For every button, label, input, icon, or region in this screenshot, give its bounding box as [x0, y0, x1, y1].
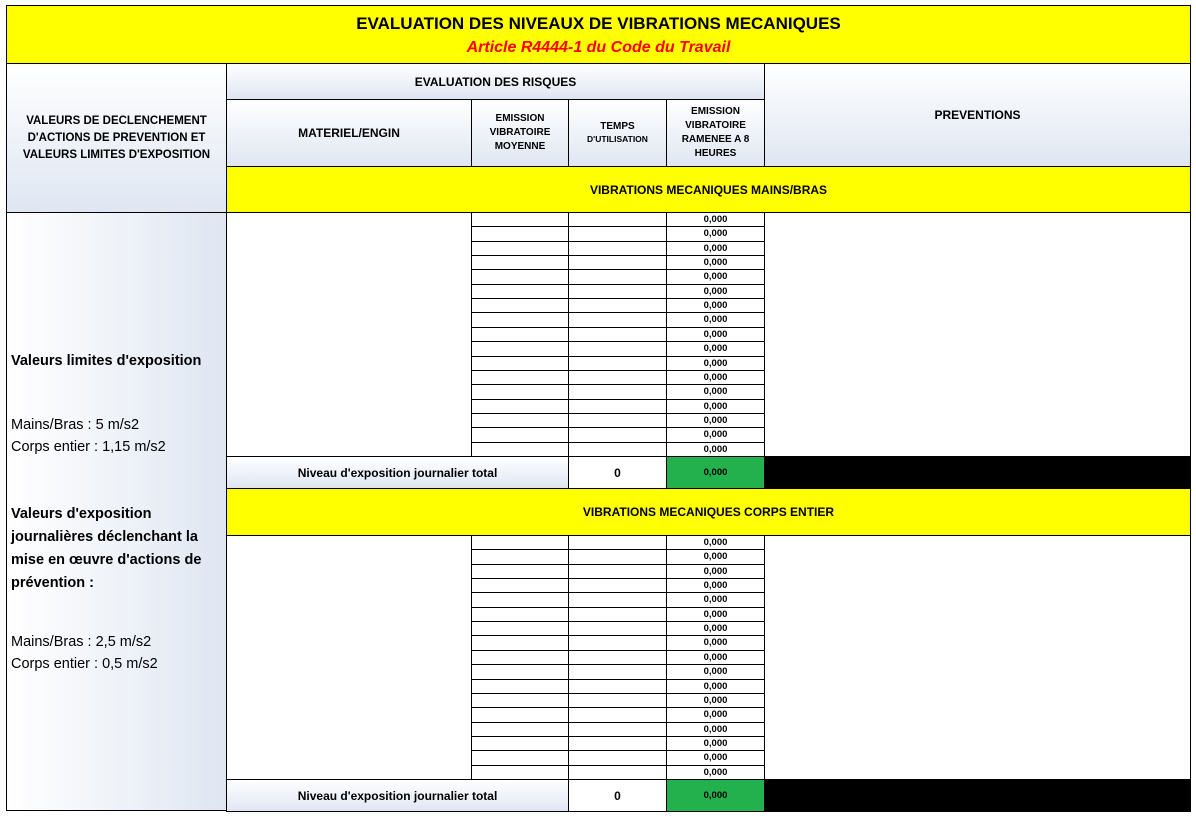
table-cell: [667, 414, 764, 428]
table-cell: [667, 328, 764, 342]
trigger-title: Valeurs d'exposition journalières déclenchant la mise en œuvre d'actions de prévention :: [11, 506, 202, 591]
emission-moyenne-column-header: EMISSION VIBRATOIRE MOYENNE: [471, 99, 569, 167]
temps-utilisation-column: [568, 535, 667, 780]
table-cell[interactable]: [472, 342, 568, 356]
row-value: 0,000: [703, 300, 728, 312]
materiel-input-area-hand-arm[interactable]: [226, 212, 472, 457]
table-cell[interactable]: [472, 536, 568, 550]
table-cell[interactable]: [472, 385, 568, 399]
row-value: 0,000: [703, 228, 728, 240]
table-cell: [667, 636, 764, 650]
trigger-whole-body: Corps entier : 0,5 m/s2: [11, 656, 158, 672]
left-header-cell: VALEURS DE DECLENCHEMENT D'ACTIONS DE PREVENTION ET VALEURS LIMITES D'EXPOSITION: [6, 63, 227, 213]
table-cell[interactable]: [472, 242, 568, 256]
table-cell[interactable]: [472, 636, 568, 650]
table-cell: [667, 371, 764, 385]
row-value: 0,000: [703, 214, 728, 225]
table-cell[interactable]: [472, 270, 568, 284]
limits-title: Valeurs limites d'exposition: [11, 353, 202, 369]
row-value: 0,000: [703, 637, 728, 649]
emission-moyenne-column: [471, 212, 569, 457]
limits-whole-body: Corps entier : 1,15 m/s2: [11, 439, 166, 455]
table-cell[interactable]: [472, 256, 568, 270]
table-cell: [667, 708, 764, 722]
table-cell: [667, 299, 764, 313]
title-banner: [6, 5, 1191, 64]
section-band-hand-arm: VIBRATIONS MECANIQUES MAINS/BRAS: [226, 166, 1191, 213]
table-cell: [667, 443, 764, 457]
table-cell: [667, 694, 764, 708]
table-cell[interactable]: [472, 285, 568, 299]
table-cell[interactable]: [472, 766, 568, 780]
table-cell: [667, 550, 764, 564]
table-cell: [667, 723, 764, 737]
page-subtitle: Article R4444-1 du Code du Travail: [466, 39, 731, 56]
preventions-header: PREVENTIONS: [764, 63, 1191, 167]
row-value: 0,000: [703, 737, 728, 749]
table-cell[interactable]: [569, 593, 666, 607]
page-title: EVALUATION DES NIVEAUX DE VIBRATIONS MECANIQUES: [356, 14, 841, 33]
table-cell[interactable]: [472, 622, 568, 636]
table-cell[interactable]: [569, 737, 666, 751]
row-value: 0,000: [703, 357, 728, 369]
section-band-whole-body: VIBRATIONS MECANIQUES CORPS ENTIER: [226, 488, 1191, 536]
table-cell: [667, 737, 764, 751]
total-count-hand-arm: 0: [568, 456, 667, 489]
table-cell[interactable]: [569, 751, 666, 765]
table-cell[interactable]: [569, 680, 666, 694]
table-cell[interactable]: [569, 242, 666, 256]
table-cell: [667, 608, 764, 622]
evaluation-header: EVALUATION DES RISQUES: [226, 63, 765, 100]
row-value: 0,000: [703, 386, 728, 398]
table-cell[interactable]: [569, 227, 666, 241]
table-cell[interactable]: [569, 371, 666, 385]
table-cell[interactable]: [472, 414, 568, 428]
trigger-hand-arm: Mains/Bras : 2,5 m/s2: [11, 634, 152, 650]
table-cell: [667, 270, 764, 284]
table-cell: [667, 751, 764, 765]
table-cell[interactable]: [472, 723, 568, 737]
table-cell[interactable]: [472, 694, 568, 708]
emission-moyenne-column: [471, 535, 569, 780]
table-cell[interactable]: [569, 285, 666, 299]
row-value: 0,000: [703, 709, 728, 721]
row-value: 0,000: [703, 429, 728, 441]
row-value: 0,000: [703, 551, 728, 563]
row-value: 0,000: [703, 694, 728, 706]
total-prevention-block-whole-body: [764, 779, 1191, 812]
table-cell: [667, 651, 764, 665]
row-value: 0,000: [703, 343, 728, 355]
table-cell[interactable]: [472, 651, 568, 665]
row-value: 0,000: [703, 752, 728, 764]
exposure-values-panel: [6, 212, 227, 811]
table-cell[interactable]: [472, 680, 568, 694]
table-cell[interactable]: [569, 428, 666, 442]
emission-8h-column-header: EMISSION VIBRATOIRE RAMENEE A 8 HEURES: [666, 99, 765, 167]
utilisation-label: D'UTILISATION: [587, 134, 648, 144]
table-cell[interactable]: [472, 299, 568, 313]
table-cell[interactable]: [569, 313, 666, 327]
table-cell[interactable]: [472, 665, 568, 679]
table-cell[interactable]: [569, 299, 666, 313]
table-cell: [667, 357, 764, 371]
table-cell[interactable]: [569, 708, 666, 722]
row-value: 0,000: [703, 666, 728, 678]
total-prevention-block-hand-arm: [764, 456, 1191, 489]
table-cell[interactable]: [569, 357, 666, 371]
row-value: 0,000: [703, 314, 728, 326]
table-cell[interactable]: [569, 766, 666, 780]
table-cell: [667, 385, 764, 399]
table-cell[interactable]: [472, 313, 568, 327]
table-cell[interactable]: [569, 400, 666, 414]
table-cell[interactable]: [569, 342, 666, 356]
row-value: 0,000: [703, 242, 728, 254]
temps-label: TEMPS: [600, 121, 635, 132]
table-cell[interactable]: [569, 694, 666, 708]
table-cell[interactable]: [569, 256, 666, 270]
table-cell[interactable]: [472, 708, 568, 722]
table-cell[interactable]: [569, 608, 666, 622]
table-cell[interactable]: [472, 371, 568, 385]
table-cell[interactable]: [569, 414, 666, 428]
table-cell[interactable]: [569, 213, 666, 227]
row-value: 0,000: [703, 328, 728, 340]
materiel-column-header: MATERIEL/ENGIN: [226, 99, 472, 167]
table-cell: [667, 256, 764, 270]
row-value: 0,000: [703, 400, 728, 412]
table-cell: [667, 342, 764, 356]
table-cell[interactable]: [569, 651, 666, 665]
table-cell[interactable]: [569, 622, 666, 636]
preventions-input-area-hand-arm[interactable]: [764, 212, 1191, 457]
row-value: 0,000: [703, 285, 728, 297]
table-cell[interactable]: [569, 636, 666, 650]
row-value: 0,000: [703, 651, 728, 663]
emission-8h-column: [666, 212, 765, 457]
row-value: 0,000: [703, 537, 728, 548]
table-cell[interactable]: [569, 536, 666, 550]
row-value: 0,000: [703, 766, 728, 778]
row-value: 0,000: [703, 565, 728, 577]
table-cell: [667, 213, 764, 227]
table-cell[interactable]: [569, 723, 666, 737]
total-value-hand-arm: 0,000: [666, 456, 765, 489]
row-value: 0,000: [703, 414, 728, 426]
table-cell[interactable]: [472, 579, 568, 593]
total-label-hand-arm: Niveau d'exposition journalier total: [226, 456, 569, 489]
table-cell[interactable]: [472, 400, 568, 414]
table-cell[interactable]: [472, 565, 568, 579]
materiel-input-area-whole-body[interactable]: [226, 535, 472, 780]
row-value: 0,000: [703, 594, 728, 606]
data-grid-hand-arm: [471, 212, 765, 457]
table-cell[interactable]: [569, 385, 666, 399]
table-cell[interactable]: [472, 357, 568, 371]
table-cell: [667, 766, 764, 780]
table-cell[interactable]: [472, 443, 568, 457]
table-cell: [667, 285, 764, 299]
table-cell[interactable]: [569, 328, 666, 342]
row-value: 0,000: [703, 371, 728, 383]
table-cell[interactable]: [569, 270, 666, 284]
table-cell[interactable]: [472, 593, 568, 607]
table-cell[interactable]: [569, 579, 666, 593]
row-value: 0,000: [703, 271, 728, 283]
table-cell: [667, 400, 764, 414]
table-cell[interactable]: [472, 550, 568, 564]
row-value: 0,000: [703, 680, 728, 692]
table-cell[interactable]: [472, 428, 568, 442]
row-value: 0,000: [703, 257, 728, 269]
table-cell[interactable]: [472, 737, 568, 751]
row-value: 0,000: [703, 623, 728, 635]
total-value-whole-body: 0,000: [666, 779, 765, 812]
data-grid-whole-body: [471, 535, 765, 780]
table-cell[interactable]: [472, 328, 568, 342]
table-cell[interactable]: [472, 213, 568, 227]
row-value: 0,000: [703, 580, 728, 592]
table-cell[interactable]: [472, 608, 568, 622]
table-cell: [667, 579, 764, 593]
table-cell[interactable]: [569, 443, 666, 457]
table-cell: [667, 565, 764, 579]
temps-utilisation-column: [568, 212, 667, 457]
row-value: 0,000: [703, 723, 728, 735]
table-cell[interactable]: [569, 565, 666, 579]
row-value: 0,000: [703, 608, 728, 620]
preventions-input-area-whole-body[interactable]: [764, 535, 1191, 780]
emission-8h-column: [666, 535, 765, 780]
table-cell: [667, 622, 764, 636]
table-cell[interactable]: [569, 550, 666, 564]
table-cell: [667, 536, 764, 550]
table-cell[interactable]: [569, 665, 666, 679]
row-value: 0,000: [703, 443, 728, 455]
temps-column-header: [568, 99, 667, 167]
total-count-whole-body: 0: [568, 779, 667, 812]
table-cell: [667, 428, 764, 442]
table-cell: [667, 227, 764, 241]
table-cell: [667, 593, 764, 607]
table-cell: [667, 242, 764, 256]
table-cell: [667, 313, 764, 327]
table-cell: [667, 665, 764, 679]
table-cell: [667, 680, 764, 694]
table-cell[interactable]: [472, 751, 568, 765]
limits-hand-arm: Mains/Bras : 5 m/s2: [11, 417, 140, 433]
table-cell[interactable]: [472, 227, 568, 241]
total-label-whole-body: Niveau d'exposition journalier total: [226, 779, 569, 812]
